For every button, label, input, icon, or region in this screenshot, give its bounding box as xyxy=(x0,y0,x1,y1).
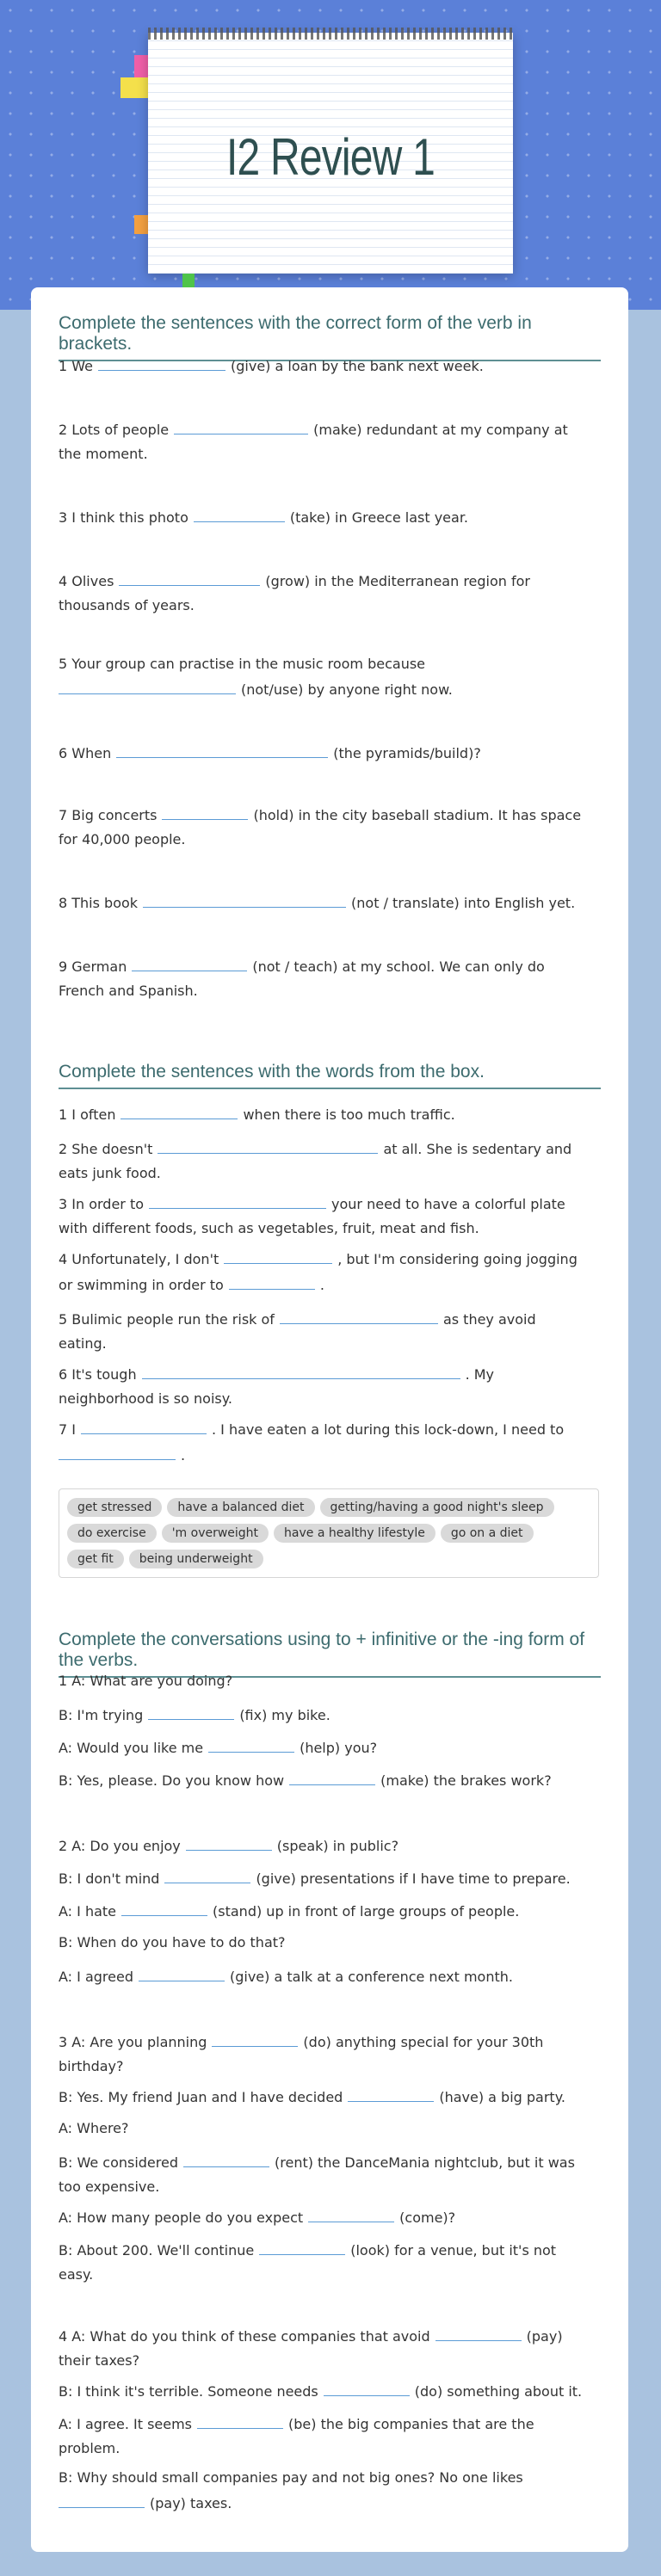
s3-line: B: I think it's terrible. Someone needs (do) something about it. xyxy=(59,2378,601,2404)
answer-blank[interactable] xyxy=(81,1416,207,1434)
answer-blank[interactable] xyxy=(59,676,236,694)
section-2-heading: Complete the sentences with the words from the box. xyxy=(59,1062,601,1089)
s2-question-1: 1 I often when there is too much traffic. xyxy=(59,1101,601,1127)
word-bank xyxy=(59,1488,599,1578)
word-chip[interactable]: do exercise xyxy=(67,1524,157,1543)
s3-line: B: I'm trying (fix) my bike. xyxy=(59,1702,601,1728)
s1-question-1: 1 We (give) a loan by the bank next week. xyxy=(59,353,601,379)
s3-line: 4 A: What do you think of these companies that avoid (pay) their taxes? xyxy=(59,2323,601,2373)
s3-line: 3 A: Are you planning (do) anything special for your 30th birthday? xyxy=(59,2029,601,2079)
s2-question-5: 5 Bulimic people run the risk of as they avoid eating. xyxy=(59,1306,601,1356)
s1-question-6: 6 When (the pyramids/build)? xyxy=(59,740,601,766)
answer-blank[interactable] xyxy=(164,1865,250,1883)
s3-line: A: How many people do you expect (come)? xyxy=(59,2204,601,2230)
s3-line: A: Where? xyxy=(59,2120,129,2136)
s2-question-4: 4 Unfortunately, I don't , but I'm considering going jogging or swimming in order to . xyxy=(59,1246,601,1297)
section-3-heading: Complete the conversations using to + infinitive or the -ing form of the verbs. xyxy=(59,1630,601,1678)
s1-question-7: 7 Big concerts (hold) in the city baseball stadium. It has space for 40,000 people. xyxy=(59,802,601,852)
s3-line: A: I agreed (give) a talk at a conference next month. xyxy=(59,1963,601,1989)
answer-blank[interactable] xyxy=(143,890,346,908)
s3-line: 1 A: What are you doing? xyxy=(59,1673,233,1689)
answer-blank[interactable] xyxy=(436,2323,522,2341)
bookmark-tab-orange xyxy=(134,215,148,234)
answer-blank[interactable] xyxy=(229,1272,315,1290)
answer-blank[interactable] xyxy=(59,2490,145,2508)
s1-question-9: 9 German (not / teach) at my school. We can only do French and Spanish. xyxy=(59,953,601,1003)
word-chip[interactable]: being underweight xyxy=(129,1550,263,1568)
s2-question-6: 6 It's tough . My neighborhood is so noisy. xyxy=(59,1361,601,1411)
spiral-binding-icon xyxy=(148,28,513,40)
answer-blank[interactable] xyxy=(183,2149,269,2167)
word-chip[interactable]: have a healthy lifestyle xyxy=(274,1524,436,1543)
word-chip[interactable]: getting/having a good night's sleep xyxy=(320,1498,554,1517)
answer-blank[interactable] xyxy=(186,1833,272,1851)
answer-blank[interactable] xyxy=(324,2378,410,2396)
answer-blank[interactable] xyxy=(162,802,248,820)
answer-blank[interactable] xyxy=(59,1442,176,1460)
s1-question-2: 2 Lots of people (make) redundant at my company at the moment. xyxy=(59,416,601,466)
word-chip[interactable]: go on a diet xyxy=(441,1524,534,1543)
answer-blank[interactable] xyxy=(212,2029,298,2047)
s3-line: B: We considered (rent) the DanceMania nightclub, but it was too expensive. xyxy=(59,2149,601,2199)
s2-question-2: 2 She doesn't at all. She is sedentary and eats junk food. xyxy=(59,1136,601,1186)
s3-line: A: Would you like me (help) you? xyxy=(59,1735,601,1760)
s3-line: B: I don't mind (give) presentations if I have time to prepare. xyxy=(59,1865,601,1891)
bookmark-tab-pink xyxy=(134,55,148,77)
bookmark-tab-yellow xyxy=(120,77,148,98)
answer-blank[interactable] xyxy=(174,416,308,434)
answer-blank[interactable] xyxy=(98,353,225,371)
page-title: I2 Review 1 xyxy=(226,128,435,186)
answer-blank[interactable] xyxy=(308,2204,394,2222)
answer-blank[interactable] xyxy=(194,504,285,522)
s2-question-3: 3 In order to your need to have a colorful plate with different foods, such as vegetables, fruit, meat and fish. xyxy=(59,1191,601,1241)
word-chip[interactable]: 'm overweight xyxy=(162,1524,269,1543)
word-chip[interactable]: have a balanced diet xyxy=(167,1498,314,1517)
answer-blank[interactable] xyxy=(280,1306,438,1324)
s3-line: B: Yes, please. Do you know how (make) the brakes work? xyxy=(59,1767,601,1793)
answer-blank[interactable] xyxy=(116,740,328,758)
s1-question-4: 4 Olives (grow) in the Mediterranean region for thousands of years. xyxy=(59,568,601,618)
s2-question-7: 7 I . I have eaten a lot during this lock-down, I need to . xyxy=(59,1416,601,1468)
s3-line: B: Yes. My friend Juan and I have decided (have) a big party. xyxy=(59,2084,601,2110)
answer-blank[interactable] xyxy=(142,1361,460,1379)
s3-line: B: Why should small companies pay and not big ones? No one likes (pay) taxes. xyxy=(59,2469,523,2511)
answer-blank[interactable] xyxy=(348,2084,434,2102)
section-1-heading: Complete the sentences with the correct form of the verb in brackets. xyxy=(59,313,601,361)
answer-blank[interactable] xyxy=(259,2237,345,2255)
answer-blank[interactable] xyxy=(120,1101,238,1119)
worksheet-card xyxy=(31,287,628,2552)
word-chip[interactable]: get fit xyxy=(67,1550,124,1568)
worksheet-header xyxy=(0,0,661,310)
answer-blank[interactable] xyxy=(289,1767,375,1785)
bookmark-tab-green xyxy=(182,274,195,287)
word-chip[interactable]: get stressed xyxy=(67,1498,162,1517)
notebook-illustration xyxy=(148,33,513,274)
s3-line: B: When do you have to do that? xyxy=(59,1934,286,1950)
answer-blank[interactable] xyxy=(197,2411,283,2429)
s1-question-5: 5 Your group can practise in the music room because (not/use) by anyone right now. xyxy=(59,656,453,698)
answer-blank[interactable] xyxy=(132,953,247,971)
s3-line: A: I agree. It seems (be) the big companies that are the problem. xyxy=(59,2411,601,2461)
answer-blank[interactable] xyxy=(158,1136,378,1154)
answer-blank[interactable] xyxy=(139,1963,225,1981)
s3-line: 2 A: Do you enjoy (speak) in public? xyxy=(59,1833,601,1858)
answer-blank[interactable] xyxy=(119,568,260,586)
s1-question-3: 3 I think this photo (take) in Greece last year. xyxy=(59,504,601,530)
answer-blank[interactable] xyxy=(208,1735,294,1753)
s1-question-8: 8 This book (not / translate) into English yet. xyxy=(59,890,601,915)
s3-line: A: I hate (stand) up in front of large groups of people. xyxy=(59,1898,601,1924)
s3-line: B: About 200. We'll continue (look) for a venue, but it's not easy. xyxy=(59,2237,601,2287)
answer-blank[interactable] xyxy=(148,1702,234,1720)
answer-blank[interactable] xyxy=(121,1898,207,1916)
answer-blank[interactable] xyxy=(149,1191,326,1209)
answer-blank[interactable] xyxy=(224,1246,332,1264)
